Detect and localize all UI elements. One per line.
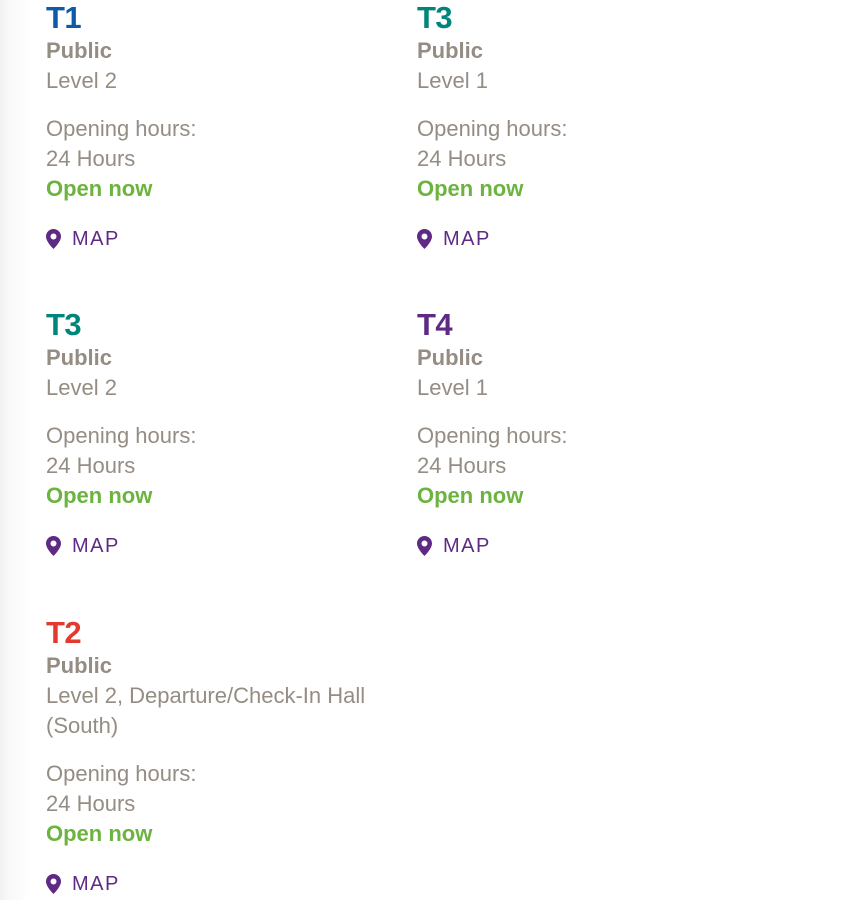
facility-card-4 — [46, 616, 406, 899]
map-link[interactable] — [417, 531, 777, 561]
location-line-1: Level 2 — [46, 68, 117, 93]
open-status: Open now — [417, 483, 524, 508]
opening-hours-label: Opening hours: — [46, 761, 197, 786]
map-link-label: MAP — [443, 228, 491, 250]
map-link[interactable] — [417, 224, 777, 254]
facility-card-2 — [46, 308, 406, 561]
map-pin-icon — [417, 536, 432, 556]
location-line-1: Level 1 — [417, 375, 488, 400]
map-link-label: MAP — [72, 535, 120, 557]
facility-card-3 — [417, 308, 777, 561]
terminal-label: T1 — [46, 0, 82, 35]
map-link-label: MAP — [443, 535, 491, 557]
opening-hours-value: 24 Hours — [46, 791, 136, 816]
opening-hours-value: 24 Hours — [417, 453, 507, 478]
access-type: Public — [46, 653, 113, 678]
facility-card-0 — [46, 1, 406, 254]
access-type: Public — [417, 38, 484, 63]
map-pin-icon — [46, 536, 61, 556]
map-link[interactable] — [46, 224, 406, 254]
map-pin-icon — [417, 229, 432, 249]
access-type: Public — [46, 345, 113, 370]
location-line-1: Level 1 — [417, 68, 488, 93]
opening-hours-value: 24 Hours — [46, 453, 136, 478]
terminal-label: T3 — [417, 0, 453, 35]
map-pin-icon — [46, 874, 61, 894]
map-link[interactable] — [46, 869, 406, 899]
opening-hours-label: Opening hours: — [46, 423, 197, 448]
facility-card-1 — [417, 1, 777, 254]
access-type: Public — [417, 345, 484, 370]
terminal-label: T2 — [46, 615, 82, 650]
opening-hours-label: Opening hours: — [417, 423, 568, 448]
open-status: Open now — [46, 483, 153, 508]
map-pin-icon — [46, 229, 61, 249]
terminal-label: T3 — [46, 307, 82, 342]
left-edge-shadow — [0, 0, 30, 900]
location-line-1: Level 2, Departure/Check-In Hall — [46, 683, 366, 708]
map-link-label: MAP — [72, 873, 120, 895]
location-line-1: Level 2 — [46, 375, 117, 400]
opening-hours-value: 24 Hours — [417, 146, 507, 171]
opening-hours-value: 24 Hours — [46, 146, 136, 171]
open-status: Open now — [417, 176, 524, 201]
opening-hours-label: Opening hours: — [417, 116, 568, 141]
opening-hours-label: Opening hours: — [46, 116, 197, 141]
access-type: Public — [46, 38, 113, 63]
open-status: Open now — [46, 821, 153, 846]
open-status: Open now — [46, 176, 153, 201]
location-line-2: (South) — [46, 713, 119, 738]
terminal-label: T4 — [417, 307, 453, 342]
map-link-label: MAP — [72, 228, 120, 250]
map-link[interactable] — [46, 531, 406, 561]
